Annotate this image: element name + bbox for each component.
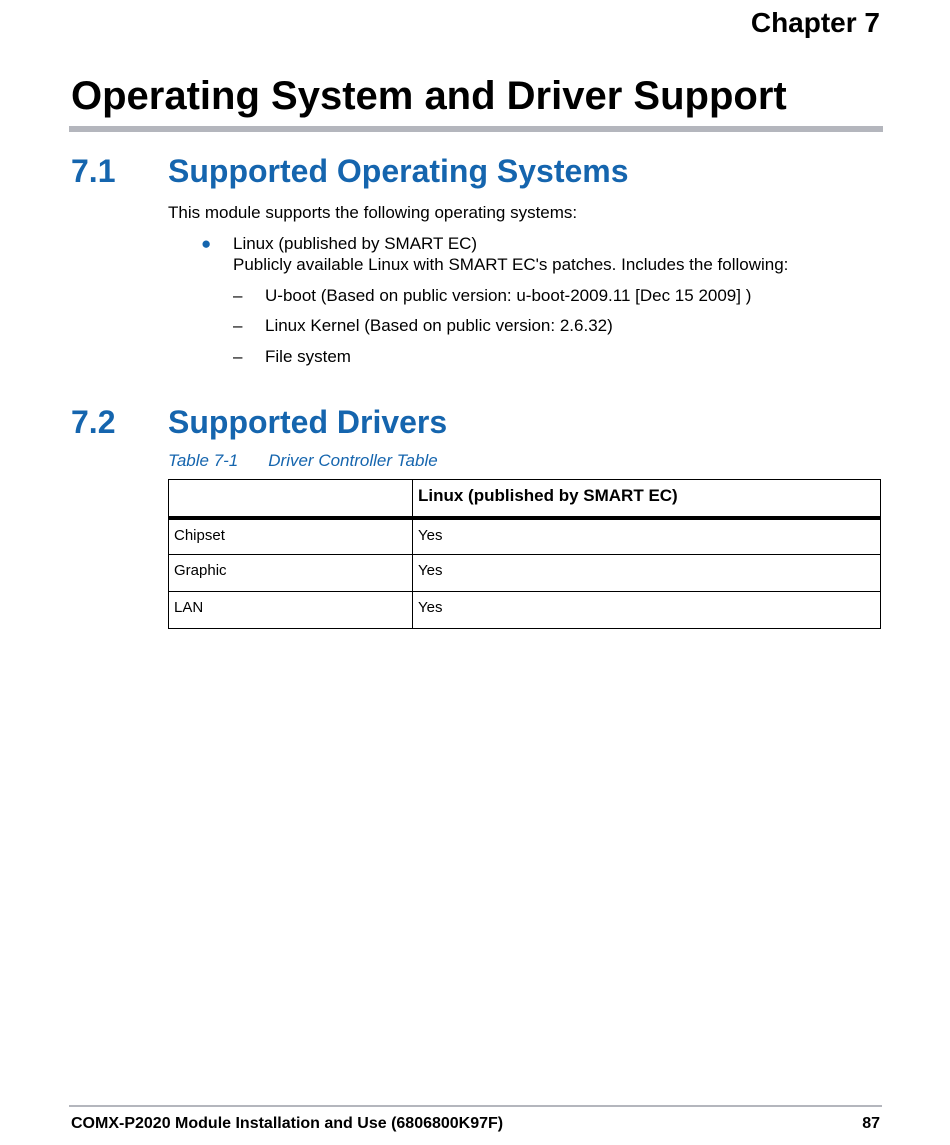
sub-item-kernel: Linux Kernel (Based on public version: 2.6.32)	[265, 316, 613, 335]
footer-rule	[69, 1105, 882, 1107]
dash-icon: –	[233, 316, 243, 335]
footer-doc-title: COMX-P2020 Module Installation and Use (6806800K97F)	[71, 1115, 504, 1132]
bullet-linux-line2: Publicly available Linux with SMART EC's patches. Includes the following:	[233, 255, 789, 274]
bullet-dot-icon: ●	[201, 234, 212, 253]
table-header-row	[169, 480, 881, 518]
driver-controller-table	[168, 479, 881, 629]
table-cell-driver: Chipset	[169, 518, 413, 555]
footer-page-number: 87	[862, 1115, 880, 1132]
section-7-2-number: 7.2	[71, 404, 116, 440]
table-cell-driver: LAN	[169, 592, 413, 629]
table-caption	[168, 450, 438, 471]
table-row	[169, 592, 881, 629]
section-7-2-title: Supported Drivers	[168, 404, 448, 440]
sub-item-uboot: U-boot (Based on public version: u-boot-2009.11 [Dec 15 2009] )	[265, 286, 752, 305]
table-caption-title: Driver Controller Table	[268, 451, 438, 470]
chapter-label: Chapter 7	[750, 7, 880, 38]
table-cell-support: Yes	[413, 518, 881, 555]
table-cell-driver: Graphic	[169, 555, 413, 592]
table-header-cell-linux: Linux (published by SMART EC)	[413, 480, 881, 518]
dash-icon: –	[233, 347, 243, 366]
chapter-title: Operating System and Driver Support	[71, 74, 787, 118]
bullet-linux-line1: Linux (published by SMART EC)	[233, 234, 478, 253]
section-7-1-intro: This module supports the following operating systems:	[168, 203, 578, 222]
table-row	[169, 555, 881, 592]
section-7-1-title: Supported Operating Systems	[168, 153, 629, 189]
table-cell-support: Yes	[413, 592, 881, 629]
title-rule	[69, 126, 883, 132]
table-cell-support: Yes	[413, 555, 881, 592]
table-caption-number: Table 7-1	[168, 451, 239, 470]
table-row	[169, 518, 881, 555]
dash-icon: –	[233, 286, 243, 305]
section-7-1-number: 7.1	[71, 153, 116, 189]
table-header-cell-empty	[169, 480, 413, 518]
sub-item-filesystem: File system	[265, 347, 351, 366]
